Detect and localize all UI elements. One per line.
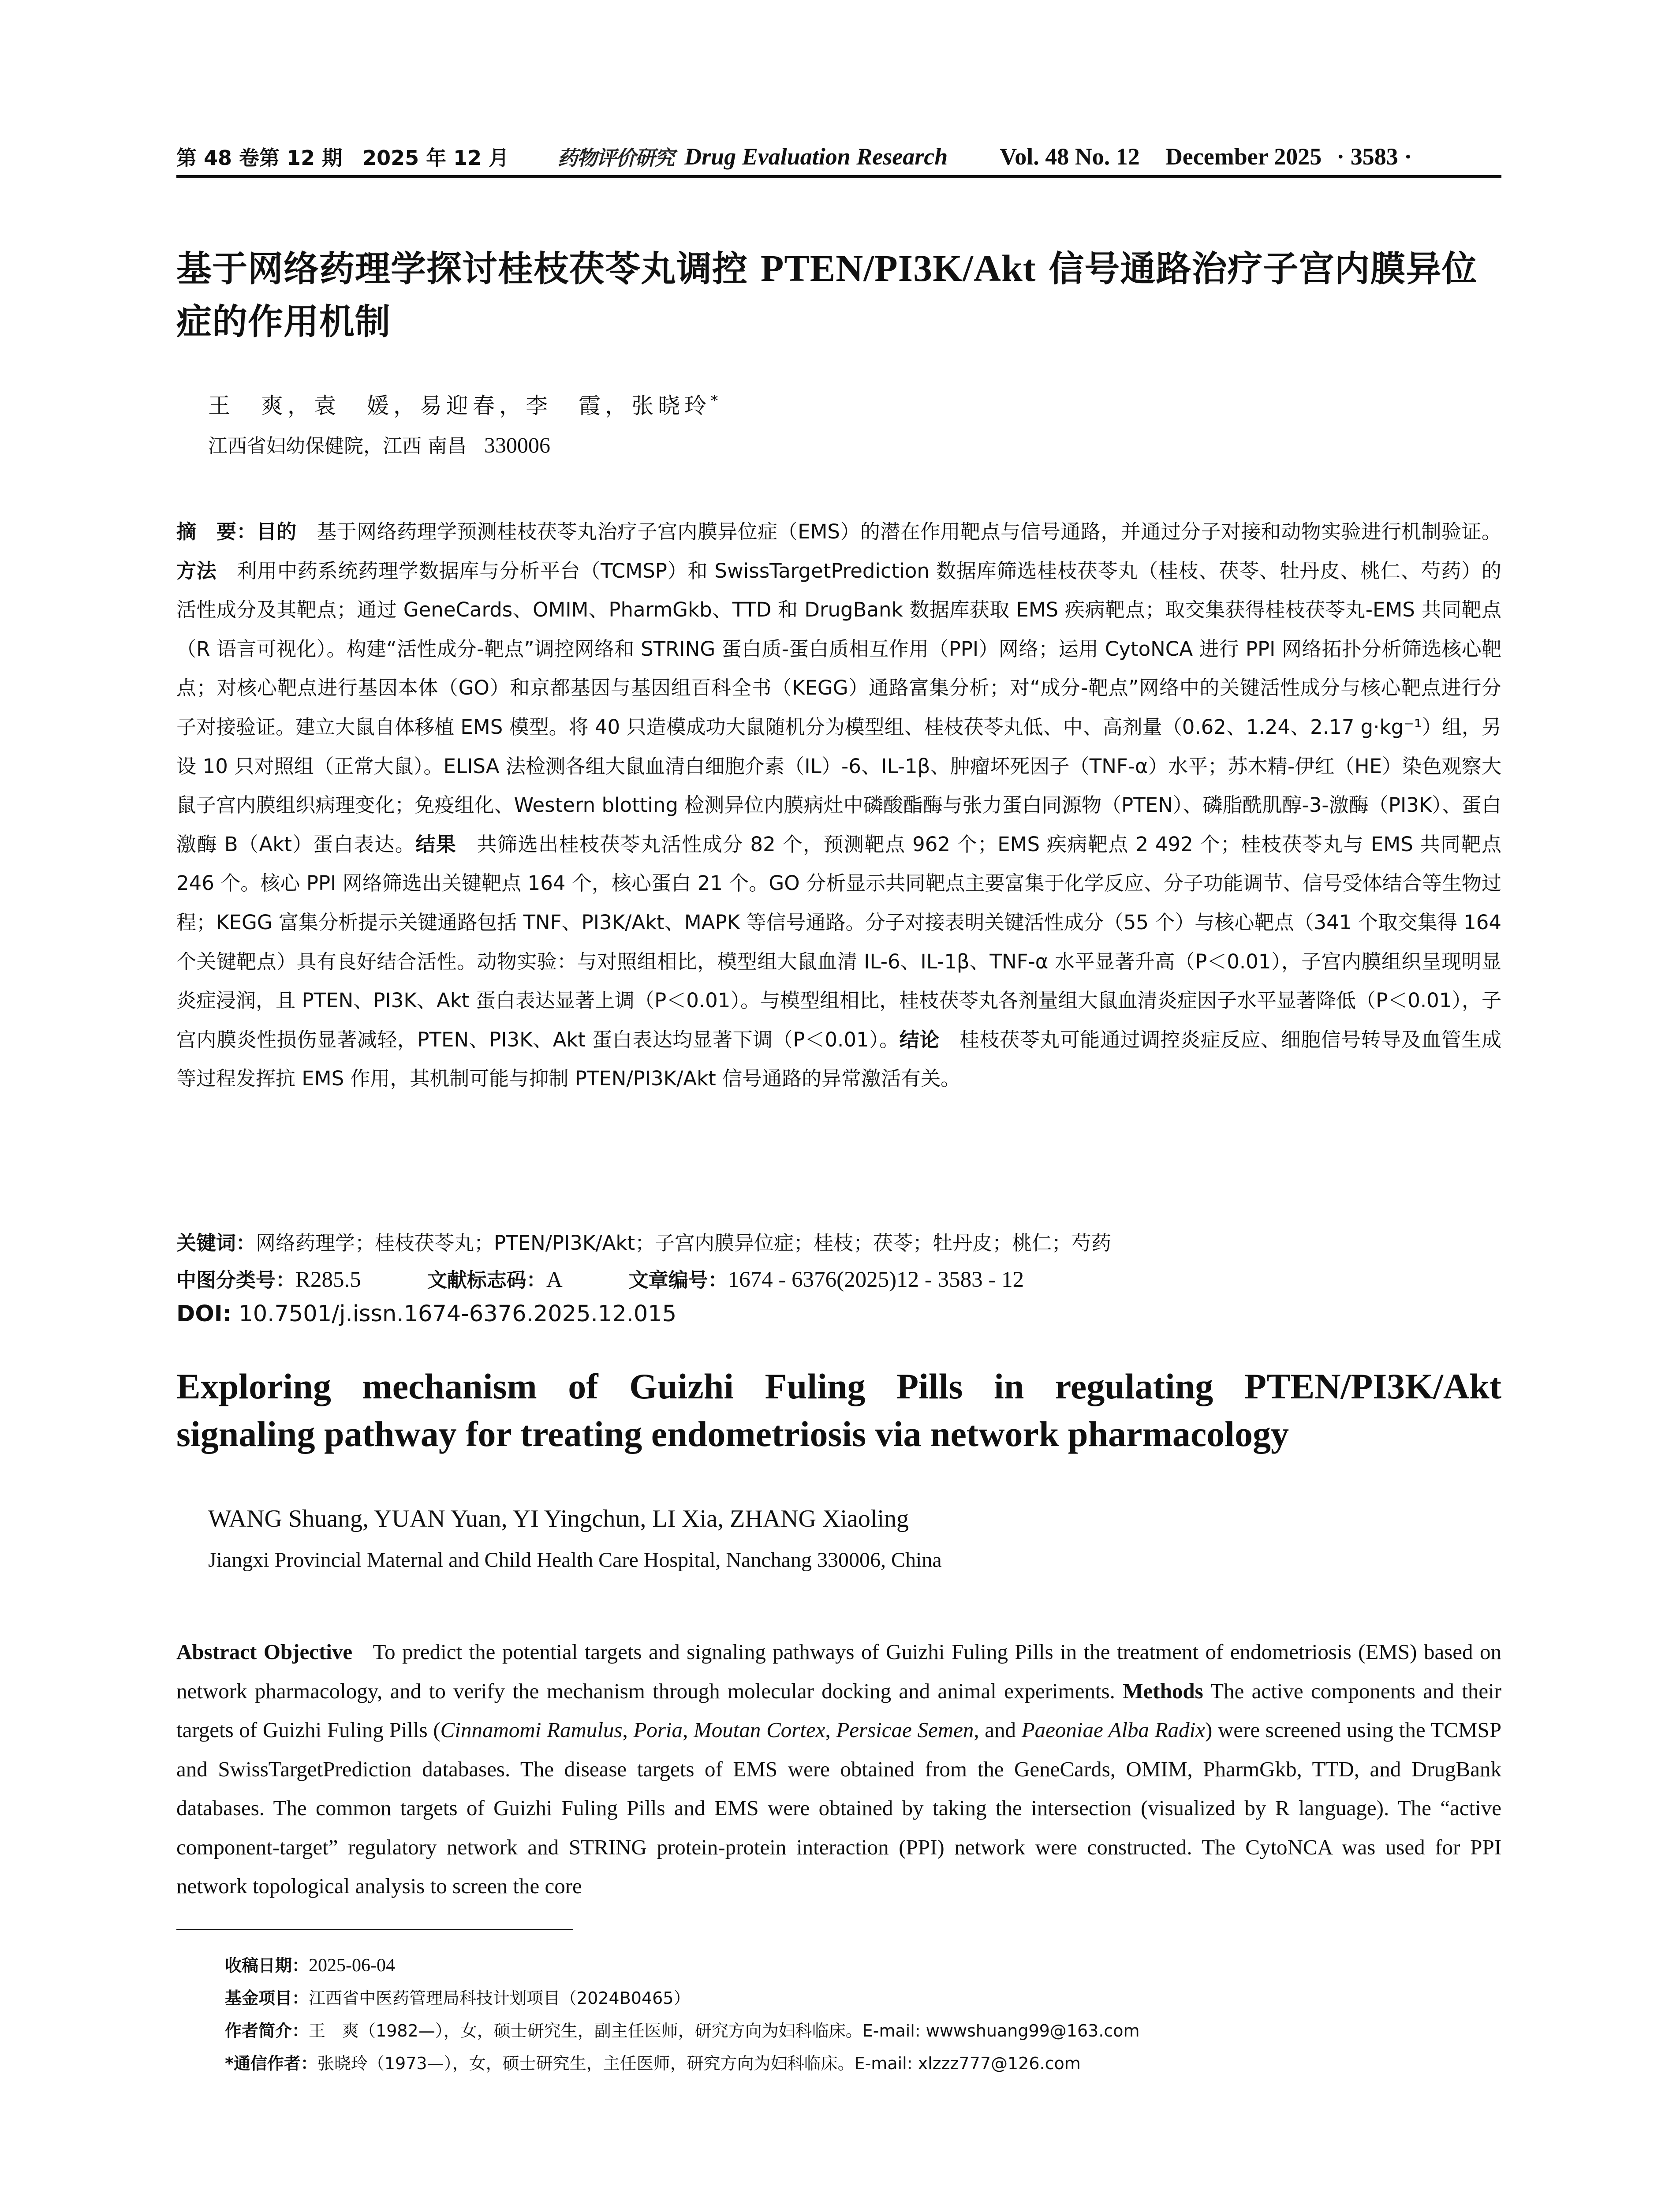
article-title-en — [176, 1363, 1501, 1458]
title-cn-part2: 信号通路治疗子宫内膜异位症的作用机制 — [176, 248, 1478, 342]
doc-code-label: 文献标志码： — [427, 1268, 546, 1292]
objective-text-en: To predict the potential targets and signaling pathways of Guizhi Fuling Pills in the treatment of endometriosis (EMS) based on network pharmacology, and to verify the mechanism through molecular docking and animal experiments. — [176, 1640, 1502, 1703]
objective-label-en: Objective — [263, 1640, 353, 1664]
page-number: · 3583 · — [1337, 143, 1412, 170]
abstract-cn — [176, 512, 1501, 1099]
journal-name-en: Drug Evaluation Research — [684, 143, 948, 170]
received-value: 2025-06-04 — [309, 1955, 395, 1976]
abstract-en: Abstract Objective To predict the potential targets and signaling pathways of Guizhi Fuling Pills in the treatment of endometriosis (EMS) based on network pharmacology, and to verify the mechanism through molecular docking and animal experiments. Methods The active components and their targets of Guizhi Fuling Pills (Cinnamomi Ramulus, Poria, Moutan Cortex, Persicae Semen, and Paeoniae Alba Radix) were screened using the TCMSP and SwissTargetPrediction databases. The disease targets of EMS were obtained from the GeneCards, OMIM, PharmGkb, TTD, and DrugBank databases. The common targets of Guizhi Fuling Pills and EMS were obtained by taking the intersection (visualized by R language). The “active component-target” regulatory network and STRING protein-protein interaction (PPI) network were constructed. The CytoNCA was used for PPI network topological analysis to screen the core — [176, 1640, 1502, 1898]
received-label: 收稿日期： — [225, 1956, 309, 1975]
doi-label: DOI: — [176, 1301, 232, 1327]
author-bio-label: 作者简介： — [225, 2021, 309, 2041]
affiliation-en: Jiangxi Provincial Maternal and Child Health Care Hospital, Nanchang 330006, China — [208, 1548, 942, 1572]
footnotes — [225, 1949, 1140, 2080]
footnote-rule — [176, 1929, 573, 1930]
authors-cn-names: 王 爽，袁 媛，易迎春，李 霞，张晓玲 — [208, 393, 711, 419]
conclusion-text-cn: 桂枝茯苓丸可能通过调控炎症反应、细胞信号转导及血管生成等过程发挥抗 EMS 作用，其机制可能与抑制 PTEN/PI3K/Akt 信号通路的异常激活有关。 — [176, 1028, 1501, 1091]
corresponding-value: 张晓玲（1973—），女，硕士研究生，主任医师，研究方向为妇科临床。E-mail: xlzzz777@126.com — [317, 2054, 1081, 2073]
conclusion-label-cn: 结论 — [899, 1028, 940, 1051]
methods-text-en-b: ) were screened using the TCMSP and SwissTargetPrediction databases. The disease targets of EMS were obtained from the GeneCards, OMIM, PharmGkb, TTD, and DrugBank databases. The common targets of Guizhi Fuling Pills and EMS were obtained by taking the intersection (visualized by R language). The “active component-target” regulatory network and STRING protein-protein interaction (PPI) network were constructed. The CytoNCA was used for PPI network topological analysis to screen the core — [176, 1718, 1502, 1898]
clc-value: R285.5 — [295, 1267, 361, 1292]
methods-label-cn: 方法 — [176, 559, 217, 583]
article-title-cn — [176, 242, 1501, 348]
keywords-cn — [176, 1227, 1111, 1256]
date-en: December 2025 — [1165, 143, 1322, 170]
footnote-corresponding — [225, 2047, 1140, 2080]
affiliation-cn — [208, 430, 550, 458]
methods-label-en: Methods — [1123, 1678, 1203, 1703]
objective-label-cn: 目的 — [256, 520, 297, 543]
article-no-value: 1674 - 6376(2025)12 - 3583 - 12 — [728, 1267, 1024, 1292]
fund-value: 江西省中医药管理局科技计划项目（2024B0465） — [309, 1988, 691, 2008]
fund-label: 基金项目： — [225, 1988, 309, 2008]
abstract-en-label: Abstract — [176, 1640, 257, 1664]
methods-text-en-a: The active components and their targets of Guizhi Fuling Pills ( — [176, 1678, 1502, 1742]
header-rule — [176, 175, 1501, 178]
doc-code-value: A — [546, 1267, 563, 1292]
herb-5: Paeoniae Alba Radix — [1021, 1718, 1206, 1742]
title-cn-part1: 基于网络药理学探讨桂枝茯苓丸调控 — [176, 248, 761, 289]
herb-2: Poria — [633, 1718, 683, 1742]
affiliation-cn-text: 江西省妇幼保健院，江西 南昌 — [208, 435, 467, 457]
objective-text-cn: 基于网络药理学预测桂枝茯苓丸治疗子宫内膜异位症（EMS）的潜在作用靶点与信号通路，并通过分子对接和动物实验进行机制验证。 — [296, 520, 1501, 543]
corresponding-label: *通信作者： — [225, 2054, 317, 2073]
journal-logo: 药物评价研究 — [557, 146, 674, 170]
keywords-label: 关键词： — [176, 1231, 256, 1255]
herb-4: Persicae Semen — [836, 1718, 974, 1742]
corresponding-mark: * — [711, 392, 718, 409]
authors-en: WANG Shuang, YUAN Yuan, YI Yingchun, LI Xia, ZHANG Xiaoling — [208, 1505, 909, 1532]
results-text-cn: 共筛选出桂枝茯苓丸活性成分 82 个，预测靶点 962 个；EMS 疾病靶点 2 492 个；桂枝茯苓丸与 EMS 共同靶点 246 个。核心 PPI 网络筛选出关键靶点 164 个，核心蛋白 21 个。GO 分析显示共同靶点主要富集于化学反应、分子功能调节、信号受体结合等生物过程；KEGG 富集分析提示关键通路包括 TNF、PI3K/Akt、MAPK 等信号通路。分子对接表明关键活性成分（55 个）与核心靶点（341 个取交集得 164 个关键靶点）具有良好结合活性。动物实验：与对照组相比，模型组大鼠血清 IL-6、IL-1β、TNF-α 水平显著升高（P＜0.01），子宫内膜组织呈现明显炎症浸润，且 PTEN、PI3K、Akt 蛋白表达显著上调（P＜0.01）。与模型组相比，桂枝茯苓丸各剂量组大鼠血清炎症因子水平显著降低（P＜0.01），子宫内膜炎性损伤显著减轻，PTEN、PI3K、Akt 蛋白表达均显著下调（P＜0.01）。 — [176, 832, 1501, 1051]
running-header — [176, 140, 1501, 173]
results-label-cn: 结果 — [415, 832, 457, 856]
article-no-label: 文章编号： — [628, 1268, 728, 1292]
author-bio-value: 王 爽（1982—），女，硕士研究生，副主任医师，研究方向为妇科临床。E-mail: wwwshuang99@163.com — [309, 2021, 1140, 2041]
herb-1: Cinnamomi Ramulus — [440, 1718, 623, 1742]
authors-cn — [208, 388, 718, 420]
footnote-author-bio — [225, 2014, 1140, 2047]
volume-info-en: Vol. 48 No. 12 — [1000, 143, 1140, 170]
methods-text-cn: 利用中药系统药理学数据库与分析平台（TCMSP）和 SwissTargetPrediction 数据库筛选桂枝茯苓丸（桂枝、茯苓、牡丹皮、桃仁、芍药）的活性成分及其靶点；通过 GeneCards、OMIM、PharmGkb、TTD 和 DrugBank 数据库获取 EMS 疾病靶点；取交集获得桂枝茯苓丸-EMS 共同靶点（R 语言可视化）。构建“活性成分-靶点”调控网络和 STRING 蛋白质-蛋白质相互作用（PPI）网络；运用 CytoNCA 进行 PPI 网络拓扑分析筛选核心靶点；对核心靶点进行基因本体（GO）和京都基因与基因组百科全书（KEGG）通路富集分析；对“成分-靶点”网络中的关键活性成分与核心靶点进行分子对接验证。建立大鼠自体移植 EMS 模型。将 40 只造模成功大鼠随机分为模型组、桂枝茯苓丸低、中、高剂量（0.62、1.24、2.17 g·kg⁻¹）组，另设 10 只对照组（正常大鼠）。ELISA 法检测各组大鼠血清白细胞介素（IL）-6、IL-1β、肿瘤坏死因子（TNF-α）水平；苏木精-伊红（HE）染色观察大鼠子宫内膜组织病理变化；免疫组化、Western blotting 检测异位内膜病灶中磷酸酯酶与张力蛋白同源物（PTEN）、磷脂酰肌醇-3-激酶（PI3K）、蛋白激酶 B（Akt）蛋白表达。 — [176, 559, 1501, 856]
issue-info-cn: 第 48 卷第 12 期 2025 年 12 月 — [176, 146, 509, 170]
title-en-line1: Exploring mechanism of Guizhi Fuling Pills in regulating PTEN/PI3K/Akt — [176, 1366, 1501, 1406]
title-cn-latin: PTEN/PI3K/Akt — [760, 247, 1036, 289]
affiliation-cn-postcode: 330006 — [484, 433, 550, 457]
title-en-line2: signaling pathway for treating endometriosis via network pharmacology — [176, 1414, 1289, 1454]
doi-value[interactable]: 10.7501/j.issn.1674-6376.2025.12.015 — [239, 1301, 677, 1327]
footnote-fund — [225, 1982, 1140, 2014]
abstract-cn-label: 摘 要： — [176, 520, 257, 543]
keywords-value: 网络药理学；桂枝茯苓丸；PTEN/PI3K/Akt；子宫内膜异位症；桂枝；茯苓；牡丹皮；桃仁；芍药 — [256, 1231, 1112, 1255]
herb-3: Moutan Cortex — [693, 1718, 825, 1742]
classification-line — [176, 1264, 1024, 1293]
footnote-received — [225, 1949, 1140, 1982]
clc-label: 中图分类号： — [176, 1268, 296, 1292]
doi-line — [176, 1301, 676, 1327]
